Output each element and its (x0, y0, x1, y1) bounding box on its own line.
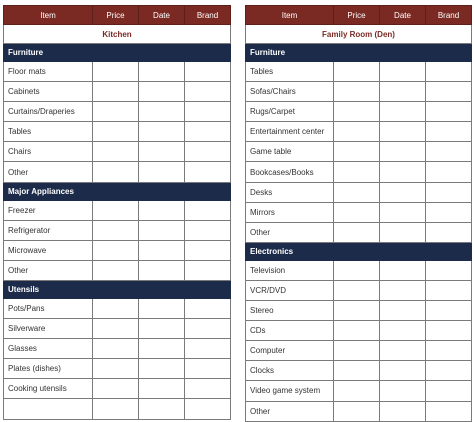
brand-cell[interactable] (426, 162, 472, 182)
item-label: Other (246, 401, 334, 421)
date-cell[interactable] (380, 202, 426, 222)
item-label: VCR/DVD (246, 280, 334, 300)
price-cell[interactable] (93, 122, 139, 142)
item-label: Rugs/Carpet (246, 102, 334, 122)
date-cell[interactable] (380, 361, 426, 381)
table-row (4, 220, 231, 240)
price-cell[interactable] (93, 102, 139, 122)
item-label: Chairs (4, 142, 93, 162)
price-cell[interactable] (93, 298, 139, 318)
item-label: Tables (4, 122, 93, 142)
item-label (4, 399, 93, 419)
price-cell[interactable] (334, 260, 380, 280)
category-header-utensils: Utensils (4, 280, 231, 298)
table-row (4, 298, 231, 318)
date-cell[interactable] (139, 142, 185, 162)
table-row (4, 142, 231, 162)
brand-cell[interactable] (426, 280, 472, 300)
brand-cell[interactable] (426, 260, 472, 280)
column-header-price: Price (334, 6, 380, 25)
date-cell[interactable] (139, 102, 185, 122)
table-row (246, 62, 472, 82)
table-row (246, 202, 472, 222)
table-row (4, 240, 231, 260)
item-label: Cooking utensils (4, 379, 93, 399)
date-cell[interactable] (139, 399, 185, 419)
item-label: Television (246, 260, 334, 280)
table-row (4, 122, 231, 142)
item-label: Other (4, 162, 93, 182)
brand-cell[interactable] (185, 260, 231, 280)
price-cell[interactable] (93, 399, 139, 419)
date-cell[interactable] (139, 220, 185, 240)
category-header-furniture: Furniture (4, 44, 231, 62)
column-header-brand: Brand (426, 6, 472, 25)
item-label: Floor mats (4, 62, 93, 82)
item-label: Freezer (4, 200, 93, 220)
price-cell[interactable] (93, 220, 139, 240)
brand-cell[interactable] (185, 122, 231, 142)
price-cell[interactable] (93, 339, 139, 359)
table-row (4, 162, 231, 182)
item-label: Pots/Pans (4, 298, 93, 318)
table-row (246, 142, 472, 162)
table-row (246, 341, 472, 361)
price-cell[interactable] (334, 82, 380, 102)
brand-cell[interactable] (426, 222, 472, 242)
price-cell[interactable] (334, 202, 380, 222)
item-label: Cabinets (4, 82, 93, 102)
price-cell[interactable] (334, 142, 380, 162)
table-row (246, 401, 472, 421)
date-cell[interactable] (380, 280, 426, 300)
price-cell[interactable] (334, 301, 380, 321)
table-row (4, 339, 231, 359)
table-row (246, 122, 472, 142)
item-label: Glasses (4, 339, 93, 359)
date-cell[interactable] (380, 102, 426, 122)
item-label: Curtains/Draperies (4, 102, 93, 122)
price-cell[interactable] (93, 260, 139, 280)
brand-cell[interactable] (426, 401, 472, 421)
column-header-brand: Brand (185, 6, 231, 25)
date-cell[interactable] (139, 260, 185, 280)
price-cell[interactable] (334, 401, 380, 421)
item-label: Desks (246, 182, 334, 202)
item-label: Bookcases/Books (246, 162, 334, 182)
column-header-price: Price (93, 6, 139, 25)
table-row (246, 361, 472, 381)
table-row (246, 381, 472, 401)
brand-cell[interactable] (426, 381, 472, 401)
price-cell[interactable] (334, 222, 380, 242)
item-label: Mirrors (246, 202, 334, 222)
column-header-row (246, 6, 472, 25)
brand-cell[interactable] (185, 102, 231, 122)
price-cell[interactable] (334, 62, 380, 82)
brand-cell[interactable] (185, 220, 231, 240)
brand-cell[interactable] (185, 399, 231, 419)
table-row (4, 102, 231, 122)
family-room-inventory-table (245, 5, 472, 422)
price-cell[interactable] (93, 359, 139, 379)
item-label: Plates (dishes) (4, 359, 93, 379)
price-cell[interactable] (93, 142, 139, 162)
brand-cell[interactable] (185, 359, 231, 379)
date-cell[interactable] (139, 200, 185, 220)
category-header-furniture: Furniture (246, 44, 472, 62)
date-cell[interactable] (139, 162, 185, 182)
table-row (246, 301, 472, 321)
price-cell[interactable] (93, 62, 139, 82)
room-title: Kitchen (4, 25, 231, 44)
price-cell[interactable] (334, 280, 380, 300)
item-label: Entertainment center (246, 122, 334, 142)
date-cell[interactable] (380, 260, 426, 280)
item-label: Game table (246, 142, 334, 162)
date-cell[interactable] (380, 401, 426, 421)
price-cell[interactable] (93, 200, 139, 220)
column-header-item: Item (4, 6, 93, 25)
table-row (246, 162, 472, 182)
brand-cell[interactable] (185, 62, 231, 82)
column-header-row (4, 6, 231, 25)
table-row (246, 222, 472, 242)
date-cell[interactable] (139, 319, 185, 339)
date-cell[interactable] (380, 381, 426, 401)
column-header-item: Item (246, 6, 334, 25)
item-label: Refrigerator (4, 220, 93, 240)
room-title: Family Room (Den) (246, 25, 472, 44)
price-cell[interactable] (93, 379, 139, 399)
item-label: Silverware (4, 319, 93, 339)
brand-cell[interactable] (426, 82, 472, 102)
brand-cell[interactable] (426, 102, 472, 122)
table-row (246, 321, 472, 341)
table-row (4, 62, 231, 82)
item-label: Video game system (246, 381, 334, 401)
date-cell[interactable] (380, 142, 426, 162)
brand-cell[interactable] (185, 339, 231, 359)
table-row (4, 319, 231, 339)
price-cell[interactable] (334, 162, 380, 182)
date-cell[interactable] (380, 341, 426, 361)
brand-cell[interactable] (426, 202, 472, 222)
date-cell[interactable] (139, 339, 185, 359)
brand-cell[interactable] (426, 122, 472, 142)
date-cell[interactable] (380, 321, 426, 341)
item-label: Stereo (246, 301, 334, 321)
brand-cell[interactable] (185, 142, 231, 162)
date-cell[interactable] (380, 222, 426, 242)
price-cell[interactable] (334, 102, 380, 122)
price-cell[interactable] (334, 361, 380, 381)
brand-cell[interactable] (185, 379, 231, 399)
date-cell[interactable] (380, 122, 426, 142)
brand-cell[interactable] (185, 319, 231, 339)
table-row (4, 82, 231, 102)
brand-cell[interactable] (185, 162, 231, 182)
brand-cell[interactable] (185, 298, 231, 318)
date-cell[interactable] (139, 379, 185, 399)
category-header-major-appliances: Major Appliances (4, 182, 231, 200)
date-cell[interactable] (139, 298, 185, 318)
brand-cell[interactable] (426, 341, 472, 361)
brand-cell[interactable] (185, 240, 231, 260)
date-cell[interactable] (380, 182, 426, 202)
price-cell[interactable] (334, 122, 380, 142)
price-cell[interactable] (93, 82, 139, 102)
item-label: Tables (246, 62, 334, 82)
date-cell[interactable] (380, 301, 426, 321)
table-row (246, 182, 472, 202)
brand-cell[interactable] (426, 142, 472, 162)
category-header-electronics: Electronics (246, 242, 472, 260)
table-row (4, 399, 231, 419)
item-label: Microwave (4, 240, 93, 260)
price-cell[interactable] (334, 341, 380, 361)
column-header-date: Date (380, 6, 426, 25)
item-label: Clocks (246, 361, 334, 381)
price-cell[interactable] (334, 182, 380, 202)
table-row (246, 280, 472, 300)
column-header-date: Date (139, 6, 185, 25)
table-row (4, 260, 231, 280)
price-cell[interactable] (334, 381, 380, 401)
item-label: Other (4, 260, 93, 280)
item-label: CDs (246, 321, 334, 341)
date-cell[interactable] (380, 82, 426, 102)
table-row (4, 379, 231, 399)
date-cell[interactable] (380, 62, 426, 82)
brand-cell[interactable] (426, 321, 472, 341)
brand-cell[interactable] (185, 200, 231, 220)
price-cell[interactable] (334, 321, 380, 341)
table-row (4, 359, 231, 379)
price-cell[interactable] (93, 240, 139, 260)
brand-cell[interactable] (426, 62, 472, 82)
item-label: Computer (246, 341, 334, 361)
table-row (246, 102, 472, 122)
price-cell[interactable] (93, 162, 139, 182)
date-cell[interactable] (380, 162, 426, 182)
item-label: Sofas/Chairs (246, 82, 334, 102)
date-cell[interactable] (139, 82, 185, 102)
date-cell[interactable] (139, 240, 185, 260)
date-cell[interactable] (139, 122, 185, 142)
brand-cell[interactable] (426, 301, 472, 321)
brand-cell[interactable] (185, 82, 231, 102)
kitchen-inventory-table (3, 5, 231, 420)
price-cell[interactable] (93, 319, 139, 339)
date-cell[interactable] (139, 62, 185, 82)
brand-cell[interactable] (426, 182, 472, 202)
item-label: Other (246, 222, 334, 242)
date-cell[interactable] (139, 359, 185, 379)
table-row (246, 260, 472, 280)
table-row (246, 82, 472, 102)
brand-cell[interactable] (426, 361, 472, 381)
table-row (4, 200, 231, 220)
